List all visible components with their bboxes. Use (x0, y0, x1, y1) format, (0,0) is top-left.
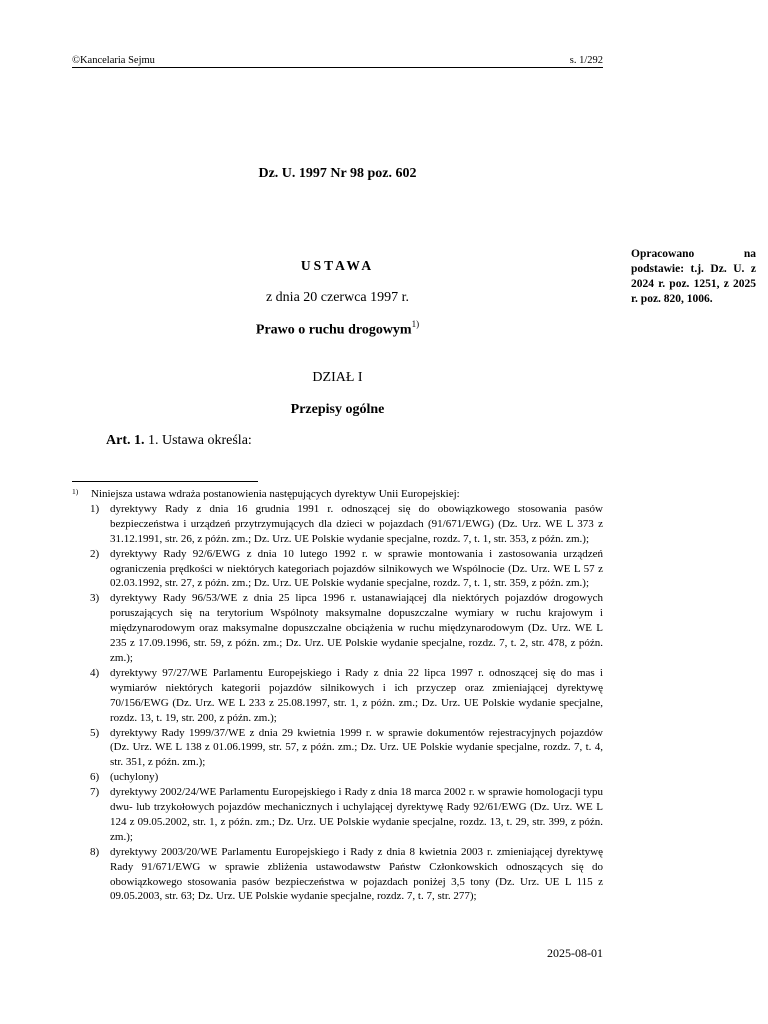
list-item (72, 845, 603, 905)
list-item-number: 6) (90, 771, 100, 784)
page-header (72, 54, 603, 68)
list-item (72, 770, 603, 785)
footer-date: 2025-08-01 (547, 946, 603, 960)
list-item (72, 726, 603, 771)
footnotes (72, 487, 603, 904)
list-item-number: 1) (90, 502, 100, 515)
list-item-number: 2) (90, 547, 100, 560)
article-label: Art. 1. (106, 433, 145, 448)
list-item-number: 5) (90, 726, 100, 739)
list-item-text: dyrektywy Rady 92/6/EWG z dnia 10 lutego 1992 r. w sprawie montowania i zastosowania urządzeń ograniczenia prędkości w niektórych kategoriach pojazdów silnikowych we Wspólnocie (Dz. Urz. WE L 57 z 02.03.1992, str. 27, z późn. zm.; Dz. Urz. UE Polskie wydanie specjalne, rozdz. 7, t. 1, str. 359, z późn. zm.); (110, 547, 603, 590)
article-text: 1. Ustawa określa: (148, 433, 252, 448)
list-item-text: dyrektywy Rady 1999/37/WE z dnia 29 kwietnia 1999 r. w sprawie dokumentów rejestracyjnych pojazdów (Dz. Urz. WE L 138 z 01.06.1999, str. 57, z późn. zm.; Dz. Urz. UE Polskie wydanie specjalne, rozdz. 7, t. 4, str. 351, z późn. zm.); (110, 726, 603, 769)
list-item-text: (uchylony) (110, 771, 159, 784)
act-title-text: Prawo o ruchu drogowym (255, 322, 412, 338)
list-item-text: dyrektywy Rady 96/53/WE z dnia 25 lipca 1996 r. ustanawiającej dla niektórych pojazdów drogowych poruszających się na terytorium Wspólnoty maksymalne dopuszczalne wymiary w ruchu krajowym i międzynarodowym oraz maksymalne dopuszczalne obciążenia w ruchu międzynarodowym (Dz. Urz. WE L 235 z 17.09.1996, str. 59, z późn. zm.; Dz. Urz. UE Polskie wydanie specjalne, rozdz. 7, t. 2, str. 478, z późn. zm.); (110, 592, 603, 664)
footnote-separator (72, 481, 258, 482)
list-item (72, 502, 603, 547)
list-item-number: 7) (90, 786, 100, 799)
list-item-text: dyrektywy 2003/20/WE Parlamentu Europejskiego i Rady z dnia 8 kwietnia 2003 r. zmieniającej dyrektywę Rady 91/671/EWG w sprawie zbliżenia ustawodawstw Państw Członkowskich odnoszących się do obowiązkowego stosowania pasów bezpieczeństwa w pojazdach poniżej 3,5 tony (Dz. Urz. UE L 115 z 09.05.2003, str. 63; Dz. Urz. UE Polskie wydanie specjalne, rozdz. 7, t. 7, str. 277); (110, 845, 603, 903)
list-item (72, 785, 603, 845)
act-title-footnote-ref[interactable]: 1) (411, 319, 420, 329)
list-item (72, 591, 603, 666)
header-publisher: ©Kancelaria Sejmu (72, 55, 155, 66)
footnote-intro-text: Niniejsza ustawa wdraża postanowienia następujących dyrektyw Unii Europejskiej: (91, 488, 460, 500)
division-title: Przepisy ogólne (290, 402, 385, 417)
directive-list (72, 502, 603, 904)
list-item-text: dyrektywy Rady z dnia 16 grudnia 1991 r. odnoszącej się do obowiązkowego stosowania pasów bezpieczeństwa i urządzeń przytrzymujących dla dzieci w pojazdach (91/671/EWG) (Dz. Urz. WE L 373 z 31.12.1991, str. 26, z późn. zm.; Dz. Urz. UE Polskie wydanie specjalne, rozdz. 7, t. 1, str. 353, z późn. zm.); (110, 502, 603, 545)
list-item-number: 3) (90, 592, 100, 605)
list-item-text: dyrektywy 97/27/WE Parlamentu Europejskiego i Rady z dnia 22 lipca 1997 r. odnoszącej się do mas i wymiarów niektórych kategorii pojazdów silnikowych i ich przyczep oraz zmieniającej dyrektywę 70/156/EWG (Dz. Urz. WE L 233 z 25.08.1997, str. 1, z późn. zm.; Dz. Urz. UE Polskie wydanie specjalne, rozdz. 13, t. 19, str. 200, z późn. zm.); (110, 666, 603, 724)
footnote-intro (72, 487, 603, 502)
footnote-mark: 1) (72, 487, 79, 496)
article-1 (106, 433, 252, 449)
act-date: z dnia 20 czerwca 1997 r. (265, 290, 410, 305)
act-type: USTAWA (300, 258, 375, 273)
consolidation-note: Opracowano na podstawie: t.j. Dz. U. z 2024 r. poz. 1251, z 2025 r. poz. 820, 1006. (631, 248, 756, 305)
list-item-number: 4) (90, 666, 100, 679)
header-page-number: s. 1/292 (569, 55, 603, 66)
journal-reference: Dz. U. 1997 Nr 98 poz. 602 (258, 166, 417, 181)
division-label: DZIAŁ I (312, 370, 363, 385)
list-item (72, 547, 603, 592)
list-item (72, 666, 603, 726)
act-title (72, 320, 603, 339)
list-item-text: dyrektywy 2002/24/WE Parlamentu Europejskiego i Rady z dnia 18 marca 2002 r. w sprawie homologacji typu dwu- lub trzykołowych pojazdów mechanicznych i uchylającej dyrektywę Rady 92/61/EWG (Dz. Urz. WE L 124 z 09.05.2002, str. 1, z późn. zm.; Dz. Urz. UE Polskie wydanie specjalne, rozdz. 13, t. 29, str. 399, z późn. zm.); (110, 786, 603, 843)
list-item-number: 8) (90, 845, 100, 858)
